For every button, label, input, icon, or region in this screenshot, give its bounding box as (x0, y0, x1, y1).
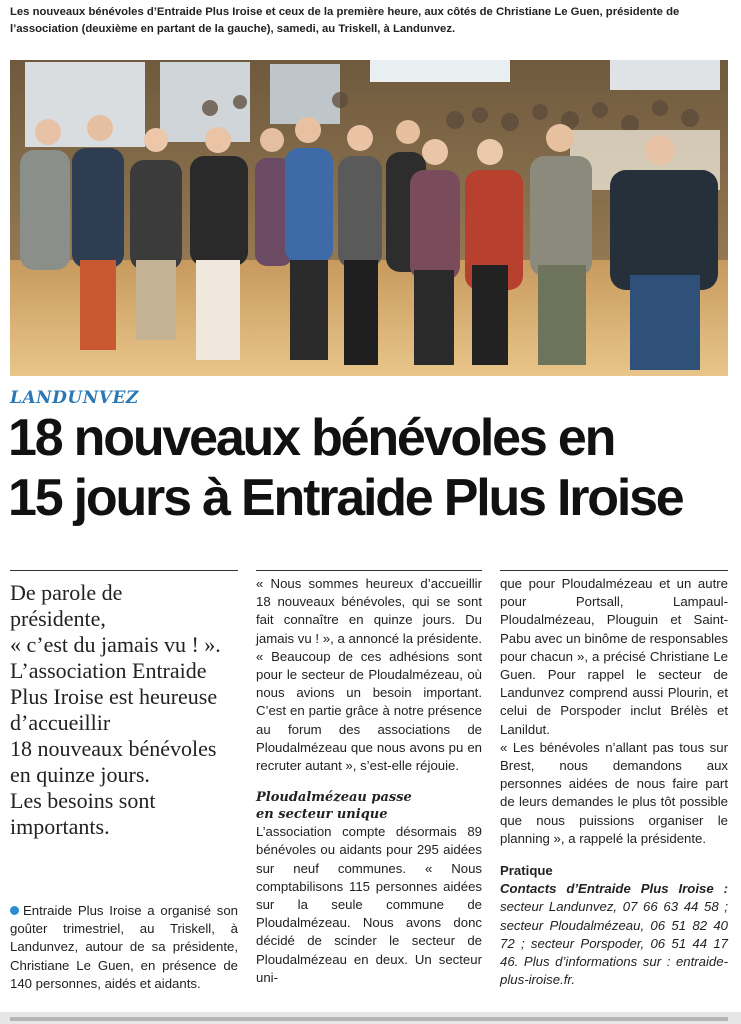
lede-line: d’accueillir (10, 710, 111, 735)
column-rule-2 (256, 570, 482, 571)
lede-line: Les besoins sont (10, 788, 156, 813)
paragraph: que pour Ploudalmézeau et un autre pour Portsall, Lampaul-Ploudalmézeau, Plouguin et Saint-Pabu avec un binôme de responsables pour chacun », a précisé Christiane Le Guen. Pour rappel le secteur de Landunvez comprend aussi Plourin, et celui de Porspoder inclut Brélès et Lanildut. (500, 576, 729, 737)
paragraph: « Nous sommes heureux d’accueillir 18 nouveaux bénévoles, qui se sont fait connaître en quinze jours. Du jamais vu ! », a annoncé la présidente. « Beaucoup de ces adhésions sont pour le secteur de Ploudalmézeau, où nous avions un besoin important. C’est en partie grâce à notre présence au forum des associations de Ploudalmézeau que nous avons pu en recruter autant », s’est-elle réjouie. (256, 576, 482, 774)
article-column-2 (256, 575, 482, 987)
contacts-label: Contacts d’Entraide Plus Iroise : (500, 881, 728, 897)
page-bottom-bar (0, 1012, 741, 1024)
paragraph: « Les bénévoles n’allant pas tous sur Brest, nous demandons aux personnes aidées de nous faire part de leurs demandes le plus tôt possible que nous puissions organiser le planning », a rappelé la présidente. (500, 739, 728, 846)
intro-paragraph (10, 902, 238, 993)
practical-heading: Pratique (500, 863, 553, 879)
lede-line: présidente, (10, 606, 106, 631)
bullet-dot-icon (10, 906, 19, 915)
subheading-line-1: Ploudalmézeau passe (256, 790, 412, 806)
lede (10, 580, 238, 840)
paragraph: L’association compte désormais 89 bénévoles ou aidants pour 295 aidées sur neuf communes. « Nous comptabilisons 115 personnes aidées sur la seule commune de Ploudalmézeau. Nous avons donc décidé de scinder le secteur de Ploudalmézeau en deux. Un secteur uni- (256, 824, 482, 985)
column-rule-1 (10, 570, 238, 571)
lede-line: L’association Entraide (10, 658, 207, 683)
lede-line: « c’est du jamais vu ! ». (10, 632, 221, 657)
headline-line-1: 18 nouveaux bénévoles en (8, 409, 615, 467)
section-kicker: LANDUNVEZ (10, 388, 139, 408)
lede-line: De parole de (10, 580, 123, 605)
group-photo-volunteers-icon (10, 60, 728, 376)
lede-line: importants. (10, 814, 110, 839)
column-rule-3 (500, 570, 728, 571)
lede-line: 18 nouveaux bénévoles (10, 736, 217, 761)
headline-line-2: 15 jours à Entraide Plus Iroise (8, 469, 683, 527)
page-bottom-rule (10, 1017, 728, 1021)
article-column-3 (500, 575, 728, 989)
subheading-line-2: en secteur unique (256, 807, 388, 823)
lede-line: Plus Iroise est heureuse (10, 684, 218, 709)
group-photo (10, 60, 728, 376)
contacts-body: secteur Landunvez, 07 66 63 44 58 ; secteur Ploudalmézeau, 06 51 82 40 72 ; secteur Porspoder, 06 51 44 17 46. Plus d’informations sur : entraide-plus-iroise.fr. (500, 899, 728, 988)
contacts-info (500, 880, 728, 989)
intro-text: Entraide Plus Iroise a organisé son goûter trimestriel, au Triskell, à Landunvez, autour de sa présidente, Christiane Le Guen, en présence de 140 personnes, aidés et aidants. (10, 903, 238, 991)
headline (8, 408, 738, 528)
photo-caption: Les nouveaux bénévoles d’Entraide Plus Iroise et ceux de la première heure, aux côtés de Christiane Le Guen, présidente de l’association (deuxième en partant de la gauche), samedi, au Triskell, à Landunvez. (10, 6, 680, 35)
lede-line: en quinze jours. (10, 762, 150, 787)
subheading (256, 789, 482, 823)
